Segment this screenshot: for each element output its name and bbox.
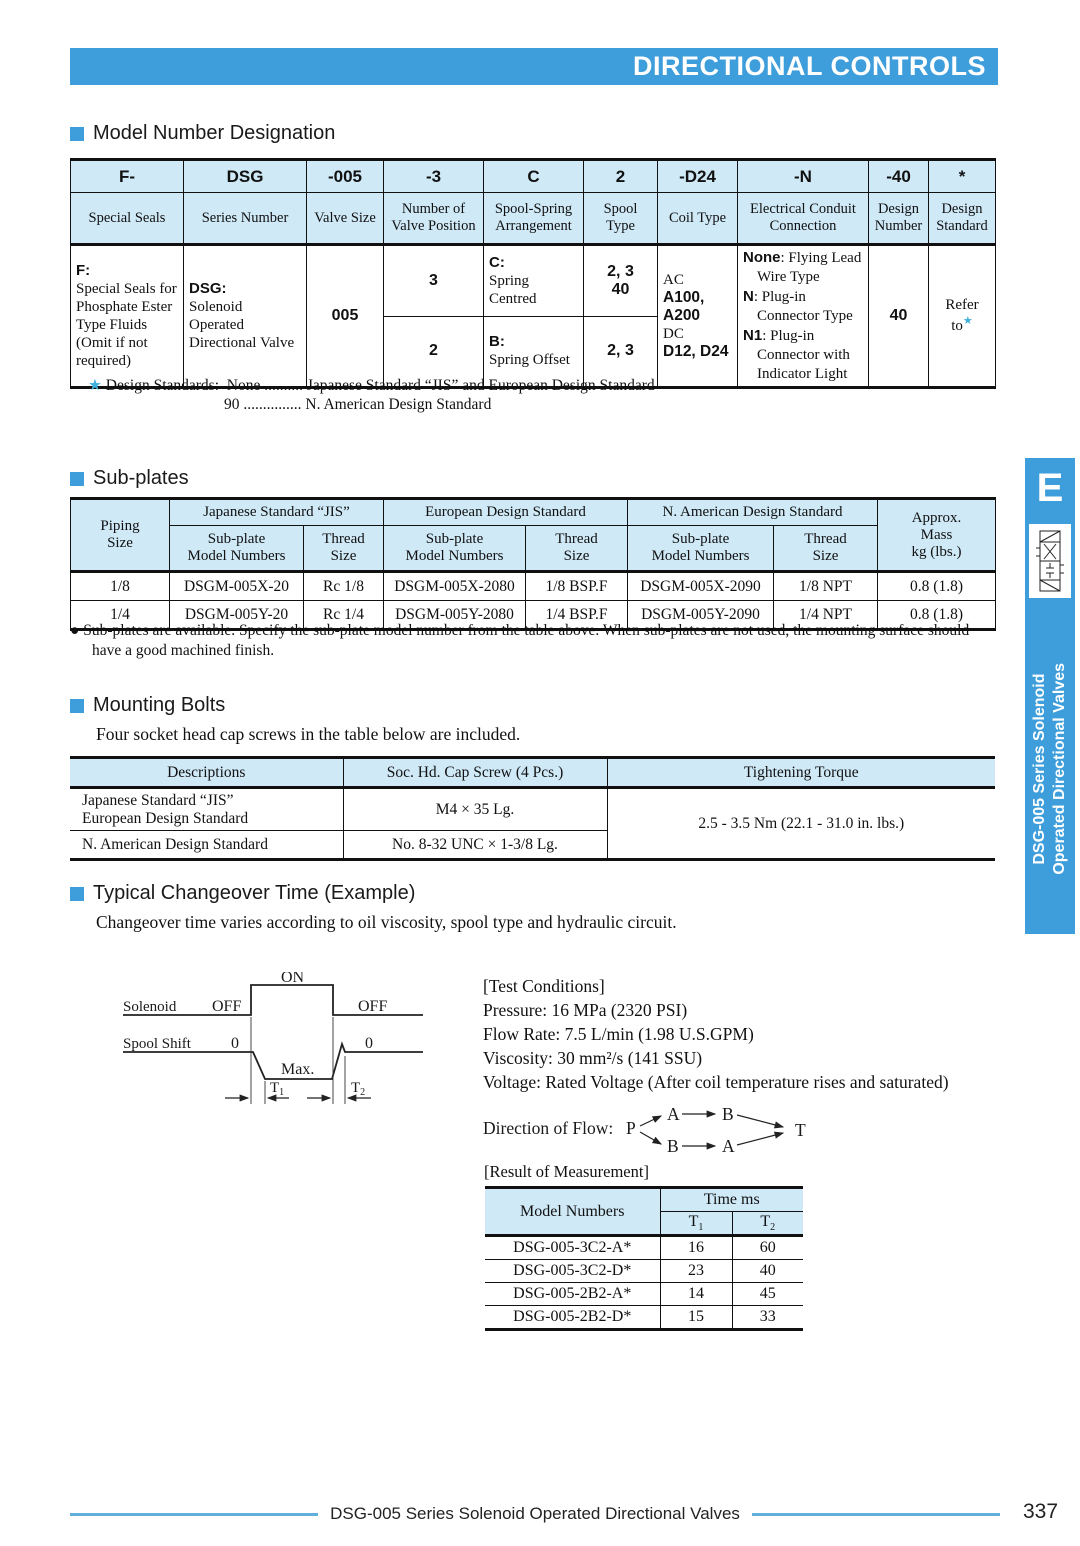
- bolts-header-row: [70, 758, 995, 788]
- header-cell: Tightening Torque: [607, 758, 995, 788]
- header-cell: Spool-Spring Arrangement: [484, 193, 584, 245]
- code-cell: -005: [307, 160, 384, 193]
- result-header-row: [485, 1188, 803, 1212]
- model-number-table: [70, 158, 996, 389]
- page-number: 337: [1022, 1500, 1059, 1523]
- t1-label: $T_1$: [270, 1080, 285, 1098]
- flow-a-top: A: [667, 1104, 680, 1124]
- group-header-jis: Japanese Standard “JIS”: [170, 499, 384, 526]
- sidebar-tab: [1025, 458, 1075, 934]
- footer-rule-left: [70, 1513, 318, 1516]
- spool-shift-label: Spool Shift: [123, 1036, 191, 1052]
- banner-title: DIRECTIONAL CONTROLS: [633, 51, 986, 81]
- cell: DSG-005-2B2-A*: [485, 1283, 660, 1306]
- piping-size-header: Piping Size: [71, 499, 170, 572]
- spool-spring-c-cell: C: Spring Centred: [484, 245, 584, 317]
- cell: 0.8 (1.8): [878, 601, 996, 630]
- condition-line: Pressure: 16 MPa (2320 PSI): [483, 1000, 688, 1020]
- page-banner: [70, 48, 998, 85]
- subplates-subheader-row: [71, 526, 996, 572]
- header-cell: Soc. Hd. Cap Screw (4 Pcs.): [343, 758, 607, 788]
- bolts-intro: Four socket head cap screws in the table below are included.: [96, 724, 521, 744]
- changeover-intro: Changeover time varies according to oil viscosity, spool type and hydraulic circuit.: [96, 912, 677, 932]
- design-number-cell: 40: [869, 245, 929, 388]
- header-cell: Thread Size: [304, 526, 384, 572]
- footer-title: DSG-005 Series Solenoid Operated Directional Valves: [330, 1504, 740, 1523]
- cell: DSGM-005X-2090: [628, 572, 774, 601]
- header-cell: Electrical Conduit Connection: [738, 193, 869, 245]
- code-cell: F-: [71, 160, 184, 193]
- code-cell: 2: [584, 160, 658, 193]
- valve-symbol-box: [1029, 524, 1071, 598]
- condition-line: Voltage: Rated Voltage (After coil temperature rises and saturated): [483, 1072, 949, 1092]
- section-square-icon: [70, 472, 84, 486]
- condition-line: Viscosity: 30 mm²/s (141 SSU): [483, 1048, 703, 1068]
- section-square-icon: [70, 887, 84, 901]
- cell: DSG-005-3C2-A*: [485, 1236, 660, 1260]
- header-cell: Design Number: [869, 193, 929, 245]
- cell: DSG-005-2B2-D*: [485, 1306, 660, 1330]
- flow-t: T: [795, 1120, 806, 1140]
- cell: No. 8-32 UNC × 1-3/8 Lg.: [343, 831, 607, 860]
- off-left-label: OFF: [212, 998, 242, 1015]
- code-cell: -40: [869, 160, 929, 193]
- condition-line: Flow Rate: 7.5 L/min (1.98 U.S.GPM): [483, 1024, 754, 1044]
- header-cell: Sub-plate Model Numbers: [170, 526, 304, 572]
- section-title: Mounting Bolts: [93, 694, 226, 716]
- cell: 40: [732, 1260, 803, 1283]
- subplates-group-row: [71, 499, 996, 526]
- design-standard-cell: Refer to★: [929, 245, 996, 388]
- cell: 23: [660, 1260, 732, 1283]
- on-label: ON: [281, 972, 305, 986]
- cell: DSG-005-3C2-D*: [485, 1260, 660, 1283]
- zero-right-label: 0: [365, 1035, 373, 1052]
- page-footer: [70, 1504, 1000, 1524]
- special-seals-cell: F: Special Seals for Phosphate Ester Type Fluids (Omit if not required): [71, 245, 184, 388]
- mounting-bolts-table: [70, 756, 995, 861]
- cell: DSGM-005X-20: [170, 572, 304, 601]
- section-heading-bolts: [70, 694, 225, 717]
- cell: 1/4 BSP.F: [526, 601, 628, 630]
- model-label-row: [71, 193, 996, 245]
- result-table: [485, 1186, 803, 1331]
- time-ms-header: Time ms: [660, 1188, 803, 1212]
- cell: 33: [732, 1306, 803, 1330]
- cell: DSGM-005Y-20: [170, 601, 304, 630]
- star-icon: ★: [962, 315, 973, 327]
- t1-header: $T_1$: [660, 1212, 732, 1236]
- table-row: [485, 1306, 803, 1330]
- cell: 1/8 BSP.F: [526, 572, 628, 601]
- flow-p: P: [626, 1118, 636, 1138]
- cell: 60: [732, 1236, 803, 1260]
- header-cell: Sub-plate Model Numbers: [628, 526, 774, 572]
- direction-of-flow-diagram: [483, 1096, 828, 1158]
- cell: DSGM-005Y-2080: [384, 601, 526, 630]
- cell: 16: [660, 1236, 732, 1260]
- code-cell: DSG: [184, 160, 307, 193]
- cell: M4 × 35 Lg.: [343, 788, 607, 831]
- code-cell: -D24: [658, 160, 738, 193]
- series-cell: DSG: Solenoid Operated Directional Valve: [184, 245, 307, 388]
- section-title: Sub-plates: [93, 467, 189, 489]
- code-cell: -N: [738, 160, 869, 193]
- header-cell: Spool Type: [584, 193, 658, 245]
- valve-schematic-icon: [1033, 528, 1067, 594]
- test-conditions-title: [Test Conditions]: [483, 976, 605, 996]
- cell: DSGM-005X-2080: [384, 572, 526, 601]
- header-cell: Design Standard: [929, 193, 996, 245]
- model-code-row: [71, 160, 996, 193]
- flow-a-bottom: A: [722, 1136, 735, 1156]
- spool-type-c-cell: 2, 3 40: [584, 245, 658, 317]
- code-cell: -3: [384, 160, 484, 193]
- cell: 0.8 (1.8): [878, 572, 996, 601]
- header-cell: Thread Size: [774, 526, 878, 572]
- subplates-note: ● Sub-plates are available. Specify the sub-plate model number from the table above. When sub-plates are not used, the mounting surface should have a good machined finish.: [70, 622, 970, 659]
- spool-spring-b-cell: B: Spring Offset: [484, 316, 584, 388]
- cell: DSGM-005Y-2090: [628, 601, 774, 630]
- cell: 1/8 NPT: [774, 572, 878, 601]
- flow-b-top: B: [722, 1104, 734, 1124]
- header-cell: Series Number: [184, 193, 307, 245]
- torque-cell: 2.5 - 3.5 Nm (22.1 - 31.0 in. lbs.): [607, 788, 995, 860]
- cell: 15: [660, 1306, 732, 1330]
- table-row: [485, 1236, 803, 1260]
- cell: 14: [660, 1283, 732, 1306]
- code-cell: *: [929, 160, 996, 193]
- cell: Japanese Standard “JIS” European Design Standard: [70, 788, 343, 831]
- header-cell: Valve Size: [307, 193, 384, 245]
- section-square-icon: [70, 127, 84, 141]
- max-label: Max.: [281, 1061, 315, 1078]
- t2-label: $T_2$: [351, 1080, 366, 1098]
- section-heading-subplates: [70, 467, 189, 490]
- off-right-label: OFF: [358, 998, 388, 1015]
- header-cell: Sub-plate Model Numbers: [384, 526, 526, 572]
- positions-2-cell: 2: [384, 316, 484, 388]
- header-cell: Number of Valve Position: [384, 193, 484, 245]
- zero-left-label: 0: [231, 1035, 239, 1052]
- section-title: Typical Changeover Time (Example): [93, 882, 416, 904]
- table-row: [70, 788, 995, 831]
- sidebar-section-letter: E: [1036, 466, 1064, 510]
- t2-header: $T_2$: [732, 1212, 803, 1236]
- cell: 45: [732, 1283, 803, 1306]
- section-title: Model Number Designation: [93, 122, 336, 144]
- solenoid-label: Solenoid: [123, 999, 177, 1015]
- code-cell: C: [484, 160, 584, 193]
- section-heading-model: [70, 122, 335, 145]
- table-row: [485, 1260, 803, 1283]
- flow-b-bottom: B: [667, 1136, 679, 1156]
- result-title: [Result of Measurement]: [484, 1162, 649, 1181]
- cell: N. American Design Standard: [70, 831, 343, 860]
- bullet-icon: ●: [70, 622, 80, 639]
- test-conditions: [483, 974, 1008, 1094]
- group-header-european: European Design Standard: [384, 499, 628, 526]
- cell: 1/4 NPT: [774, 601, 878, 630]
- positions-3-cell: 3: [384, 245, 484, 317]
- model-numbers-header: Model Numbers: [485, 1188, 660, 1236]
- cell: 1/8: [71, 572, 170, 601]
- sidebar-vertical-label: DSG-005 Series Solenoid Operated Directional Valves: [1031, 663, 1068, 875]
- timing-diagram: [115, 972, 465, 1124]
- valve-size-cell: 005: [307, 245, 384, 388]
- header-cell: Descriptions: [70, 758, 343, 788]
- coil-type-cell: AC A100, A200 DC D12, D24: [658, 245, 738, 388]
- flow-label: Direction of Flow:: [483, 1118, 614, 1138]
- conduit-cell: None: Flying Lead Wire Type N: Plug-in Connector Type N1: Plug-in Connector with Indicator Light: [738, 245, 869, 388]
- cell: Rc 1/4: [304, 601, 384, 630]
- header-cell: Special Seals: [71, 193, 184, 245]
- mass-header: Approx. Mass kg (lbs.): [878, 499, 996, 572]
- table-row: [485, 1283, 803, 1306]
- star-icon: ★: [88, 377, 102, 394]
- cell: 1/4: [71, 601, 170, 630]
- table-row: [71, 572, 996, 601]
- section-square-icon: [70, 699, 84, 713]
- group-header-american: N. American Design Standard: [628, 499, 878, 526]
- footer-rule-right: [752, 1513, 1000, 1516]
- spool-type-b-cell: 2, 3: [584, 316, 658, 388]
- header-cell: Coil Type: [658, 193, 738, 245]
- cell: Rc 1/8: [304, 572, 384, 601]
- section-heading-changeover: [70, 882, 415, 905]
- header-cell: Thread Size: [526, 526, 628, 572]
- design-standards-footnote: ★ Design Standards: None .......... Japanese Standard “JIS” and European Design Standard 90 ............... N. American Design Standard: [88, 377, 655, 413]
- model-body-row-1: [71, 245, 996, 317]
- subplates-table: [70, 497, 996, 631]
